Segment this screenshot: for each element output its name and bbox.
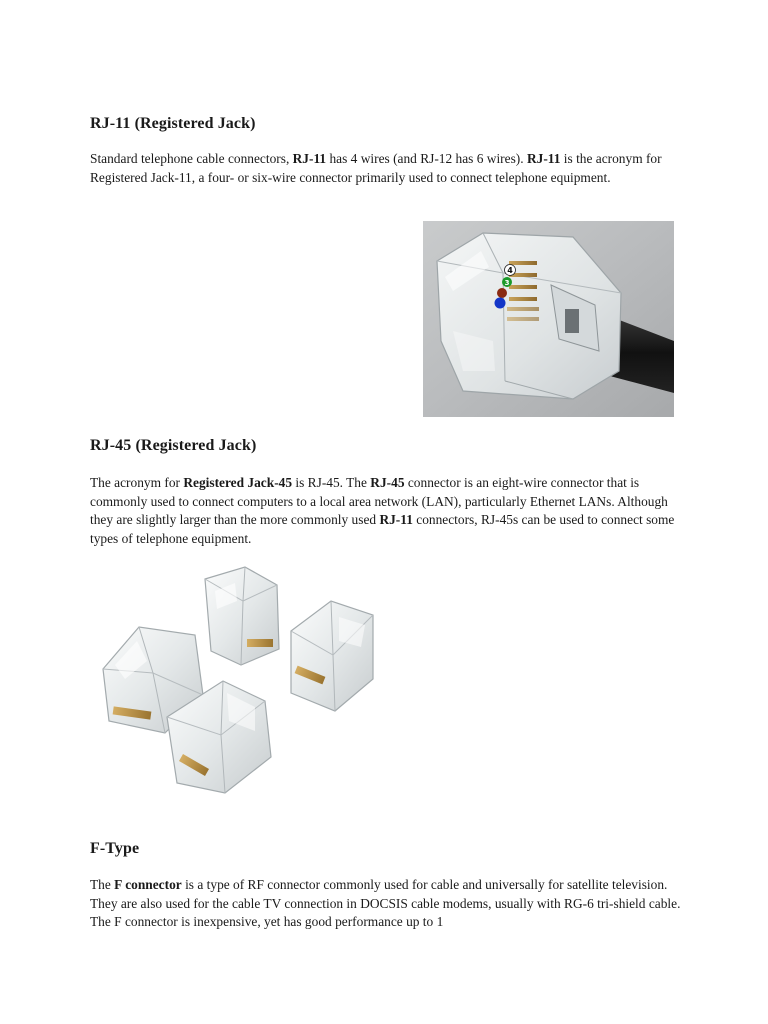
bold-term: RJ-45 xyxy=(370,475,405,490)
text: is a type of RF connector commonly used for cable and universally for satellite television. They are also used for the cable TV connection in DOCSIS cable modems, usually with RG-6 tri-shield cable. The F connector is inexpensive, yet has good performance up to 1 xyxy=(90,877,681,929)
bold-term: RJ-11 xyxy=(292,151,327,166)
text: connectors, RJ-45s can be used to connect some types of telephone equipment. xyxy=(90,512,675,546)
heading-ftype: F-Type xyxy=(90,840,140,857)
pin-4-label: 4 xyxy=(507,266,513,275)
text: is the acronym for Registered Jack-11, a four- or six-wire connector primarily used to connect telephone equipment. xyxy=(90,151,662,185)
text: The xyxy=(90,877,115,892)
rj11-connector-photo xyxy=(423,221,674,417)
text: is RJ-45. The xyxy=(292,475,371,490)
heading-rj45: RJ-45 (Registered Jack) xyxy=(90,437,257,454)
rj45-connectors-illustration xyxy=(95,561,385,801)
text: The acronym for xyxy=(90,475,184,490)
bold-term: RJ-11 xyxy=(379,512,413,527)
heading-rj11: RJ-11 (Registered Jack) xyxy=(90,115,256,132)
text: has 4 wires (and RJ-12 has 6 wires). xyxy=(326,151,527,166)
paragraph-rj11 xyxy=(90,150,690,187)
text: connector is an eight-wire connector that is commonly used to connect computers to a local area network (LAN), particularly Ethernet LANs. Although they are slightly larger than the more commonly used xyxy=(90,475,668,527)
rj45-plug xyxy=(205,567,279,665)
bold-term: F connector xyxy=(114,877,182,892)
bold-term: RJ-11 xyxy=(526,151,561,166)
rj45-connectors-photo xyxy=(95,561,385,801)
text: Standard telephone cable connectors, xyxy=(90,151,293,166)
pin-3-label: 3 xyxy=(504,279,510,287)
paragraph-rj45 xyxy=(90,474,690,548)
rj11-connector-illustration xyxy=(423,221,674,417)
paragraph-ftype xyxy=(90,876,690,932)
bold-term: Registered Jack-45 xyxy=(183,475,293,490)
